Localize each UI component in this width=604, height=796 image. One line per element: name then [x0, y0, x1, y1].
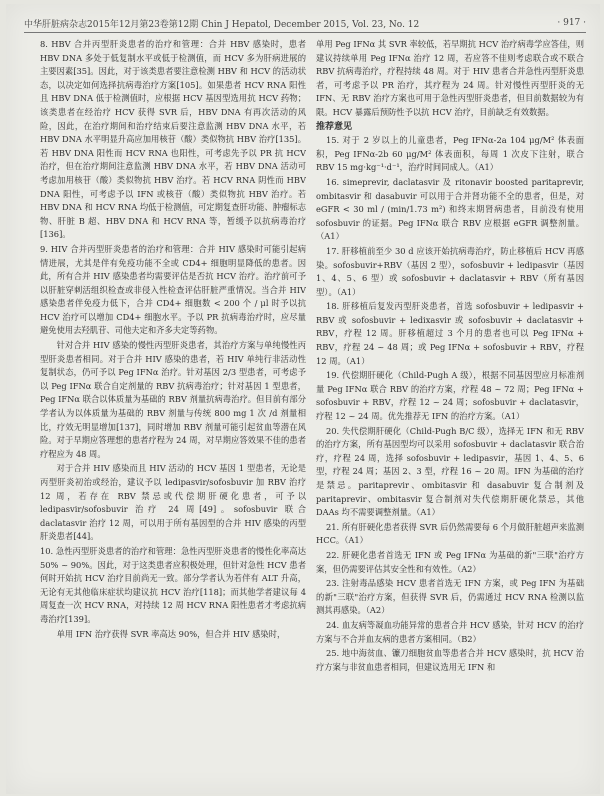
paragraph-acute-ifn: 单用 IFN 治疗获得 SVR 率高达 90%，但合并 HIV 感染时，	[56, 628, 286, 639]
recommendation-item: 21. 所有肝硬化患者获得 SVR 后仍然需要每 6 个月做肝脏超声来监测 HCC。（A1）	[316, 521, 584, 546]
recommendation-item: 22. 肝硬化患者首选无 IFN 或 Peg IFNα 为基础的新"三联"治疗方案，但仍需要评估其安全性和有效性。（A2）	[316, 549, 584, 574]
header-page-number: · 917 ·	[557, 18, 586, 28]
right-column	[316, 38, 584, 788]
recommendation-item: 18. 肝移植后复发丙型肝炎患者，首选 sofosbuvir + ledipasvir + RBV 或 sofosbuvir + ledixasvir 或 sofosbuvir + daclatasvir + RBV，疗程 12 周。肝移植超过 3 个月的患者也可以 Peg IFNα + RBV，疗程 24 ~ 48 周；或 Peg IFNα + sofosbuvir + RBV，疗程 12 周。（A1）	[316, 301, 584, 366]
document-page	[6, 4, 600, 794]
left-column	[40, 38, 306, 788]
recommendation-item: 19. 代偿期肝硬化（Child-Pugh A 级），根据不同基因型应月标准剂量 Peg IFNα 联合 RBV 的治疗方案，疗程 48 ~ 72 周；Peg IFNα + sofosbuvir + RBV，疗程 12 ~ 24 周；sofosbuvir + daclatasvir，疗程 12 ~ 24 周。优先推荐无 IFN 的治疗方案。（A1）	[316, 370, 584, 422]
paragraph-acute-continued: 单用 Peg IFNα 其 SVR 率较低，若早期抗 HCV 治疗病毒学应答佳，则建议持续单用 Peg IFNα 治疗 12 周，若应答不佳则考虑联合或不联合 RBV 抗病毒治疗，疗程持续 48 周。对于 HIV 患者合并急性丙型肝炎患者，可考虑予以 PR 治疗，其疗程为 24 周。针对慢性丙型肝炎的无 IFN、无 RBV 治疗方案也可用于急性丙型肝炎患者，但目前数据较为有限。HCV 暴露后预防性予以抗 HCV 治疗，目前缺乏有效数据。	[316, 39, 584, 117]
paragraph-hiv-regimen: 针对合并 HIV 感染的慢性丙型肝炎患者，其治疗方案与单纯慢性丙型肝炎患者相同。对于合并 HIV 感染的患者，若 HIV 单纯行非活动性复制状态，仍可予以 Peg IFNα 治疗。针对基因 2/3 型患者，可考虑予以 Peg IFNα 联合自定剂量的 RBV 抗病毒治疗；针对基因 1 型患者，Peg IFNα 联合以体质量为基础的 RBV 剂量抗病毒治疗。但目前有部分学者认为以体质量为基础的 RBV 剂量与传统 800 mg 1 次 /d 剂量相比，疗效无明显增加[137]，同时增加 RBV 剂量可能引起贫血等潜在风险。对于早期应答理想的患者疗程为 24 周，对早期应答效果不佳的患者疗程应为 48 周。	[40, 340, 306, 459]
recommendation-item: 23. 注射毒品感染 HCV 患者首选无 IFN 方案，或 Peg IFN 为基础的新"三联"治疗方案，但获得 SVR 后，仍需通过 HCV RNA 检测以监测其再感染。（A2）	[316, 578, 584, 616]
recommendations-heading: 推荐意见	[316, 121, 353, 132]
header-journal-info: 中华肝脏病杂志2015年12月第23卷第12期 Chin J Hepatol, December 2015, Vol. 23, No. 12	[24, 19, 420, 30]
recommendation-item: 20. 失代偿期肝硬化（Child-Pugh B/C 级），选择无 IFN 和无 RBV 的治疗方案，所有基因型均可以采用 sofosbuvir + daclatasvir 联合治疗，疗程 24 周，选择 sofosbuvir + ledipasvir，基因 1、4、5、6 型，疗程 24 周；基因 2、3 型，疗程 16 ~ 20 周。IFN 为基础的治疗是禁忌。paritaprevir、ombitasvir 和 dasabuvir 复合制剂及 paritaprevir、ombitasvir 复合制剂对失代偿期肝硬化禁忌，其他 DAAs 均不需要调整剂量。（A1）	[316, 425, 584, 518]
recommendation-item: 15. 对于 2 岁以上的儿童患者，Peg IFNα-2a 104 μg/M² 体表面积，Peg IFNα-2b 60 μg/M² 体表面积，每周 1 次皮下注射，联合 RBV 15 mg·kg⁻¹·d⁻¹，治疗时间同成人。（A1）	[316, 135, 584, 173]
paragraph-acute-hepatitis-c: 10. 急性丙型肝炎患者的治疗和管理：急性丙型肝炎患者的慢性化率高达 50% ~ 90%。因此，对于这类患者应积极处理，但针对急性 HCV 患者何时开始抗 HCV 治疗目前尚无一致。部分学者认为若伴有 ALT 升高，无论有无其他临床症状均建议抗 HCV 治疗[118]；而其他学者建议每 4 周复查一次 HCV RNA，对持续 12 周 HCV RNA 阳性患者才考虑抗病毒治疗[139]。	[40, 545, 306, 624]
recommendation-item: 24. 血友病等凝血功能异常的患者合并 HCV 感染，针对 HCV 的治疗方案与不合并血友病的患者方案相同。（B2）	[316, 619, 584, 644]
recommendation-item: 16. simeprevir, daclatasvir 及 ritonavir boosted paritaprevir, ombitasvir 和 dasabuvir 可以用于合并肾功能不全的患者，但是，对 eGFR < 30 ml / (min/1.73 m²) 和终末期肾病患者，目前没有使用 sofosbuvir 的证据。Peg IFNα 联合 RBV 应根据 eGFR 调整剂量。（A1）	[316, 176, 584, 242]
recommendation-item: 25. 地中海贫血、镰刀细胞贫血等患者合并 HCV 感染时，抗 HCV 治疗方案与非贫血患者相同，但建议选用无 IFN 和	[316, 648, 584, 672]
header-divider	[24, 32, 586, 33]
running-header	[24, 16, 586, 30]
paragraph-hiv-genotype1: 对于合并 HIV 感染而且 HIV 活动的 HCV 基因 1 型患者，无论是丙型肝炎初治或经治，建议予以 ledipasvir/sofosbuvir 加 RBV 治疗 12 周，若存在 RBV 禁忌或代偿期肝硬化患者，可予以 ledipasvir/sofosbuvir 治疗 24 周[49]。sofosbuvir 联合 daclatasvir 治疗 12 周，可以用于所有基因型的合并 HIV 感染的丙型肝炎患者[44]。	[40, 463, 306, 542]
paragraph-hbv-coinfection: 8. HBV 合并丙型肝炎患者的治疗和管理：合并 HBV 感染时，患者 HBV DNA 多处于低复制水平或低于检测值，而 HCV 多为肝病进展的主要因素[35]。因此，对于该类患者要注意检测 HBV 和 HCV 的活动状态，以决定如何选择抗病毒治疗方案[105]。如果患者 HCV RNA 阳性且 HBV DNA 低于检测值时，应根据 HCV 基因型选用抗 HCV 药物；该类患者在经治疗 HCV 获得 SVR 后，HBV DNA 有再次活动的风险，因此，在治疗期间和治疗结束后要注意监测 HBV DNA 水平，若 HBV DNA 水平明显升高应加用核苷（酸）类似物抗 HBV 治疗[135]。若 HBV DNA 阳性而 HCV RNA 也阳性，可考虑先予以 PR 抗 HCV 治疗，但在治疗期间注意监测 HBV DNA 水平，若 HBV DNA 活动可考虑加用核苷（酸）类似物抗 HBV 治疗。若 HCV RNA 阴性而 HBV DNA 阳性，可考虑予以 IFN 或核苷（酸）类似物抗 HBV 治疗。若 HBV DNA 和 HCV RNA 均低于检测值，可定期复查肝功能、肿瘤标志物、肝脏 B 超、HBV DNA 和 HCV RNA 等，暂缓予以抗病毒治疗[136]。	[40, 39, 306, 240]
recommendation-item: 17. 肝移植前至少 30 d 应该开始抗病毒治疗，防止移植后 HCV 再感染。sofosbuvir+RBV（基因 2 型），sofosbuvir + ledipasvir（基因 1、4、5、6 型）或 sofosbuvir + daclatasvir + RBV（所有基因型）。（A1）	[316, 245, 584, 297]
paragraph-hiv-coinfection: 9. HIV 合并丙型肝炎患者的治疗和管理：合并 HIV 感染时可能引起病情进展，尤其是伴有免疫功能不全或 CD4+ 细胞明显降低的患者。因此，所有合并 HIV 感染患者均需要评估是否抗 HCV 治疗。治疗前可予以肝脏穿刺活组织检查或非侵入性检查评估肝脏严重情况。当合并 HIV 感染患者伴免疫力低下，合并 CD4+ 细胞数 < 200 个 / μl 时予以抗 HCV 治疗可以增加 CD4+ 细胞水平。予以 PR 抗病毒治疗时，应尽量避免使用去羟肌苷、司他夫定和齐多夫定等药物。	[40, 243, 306, 336]
